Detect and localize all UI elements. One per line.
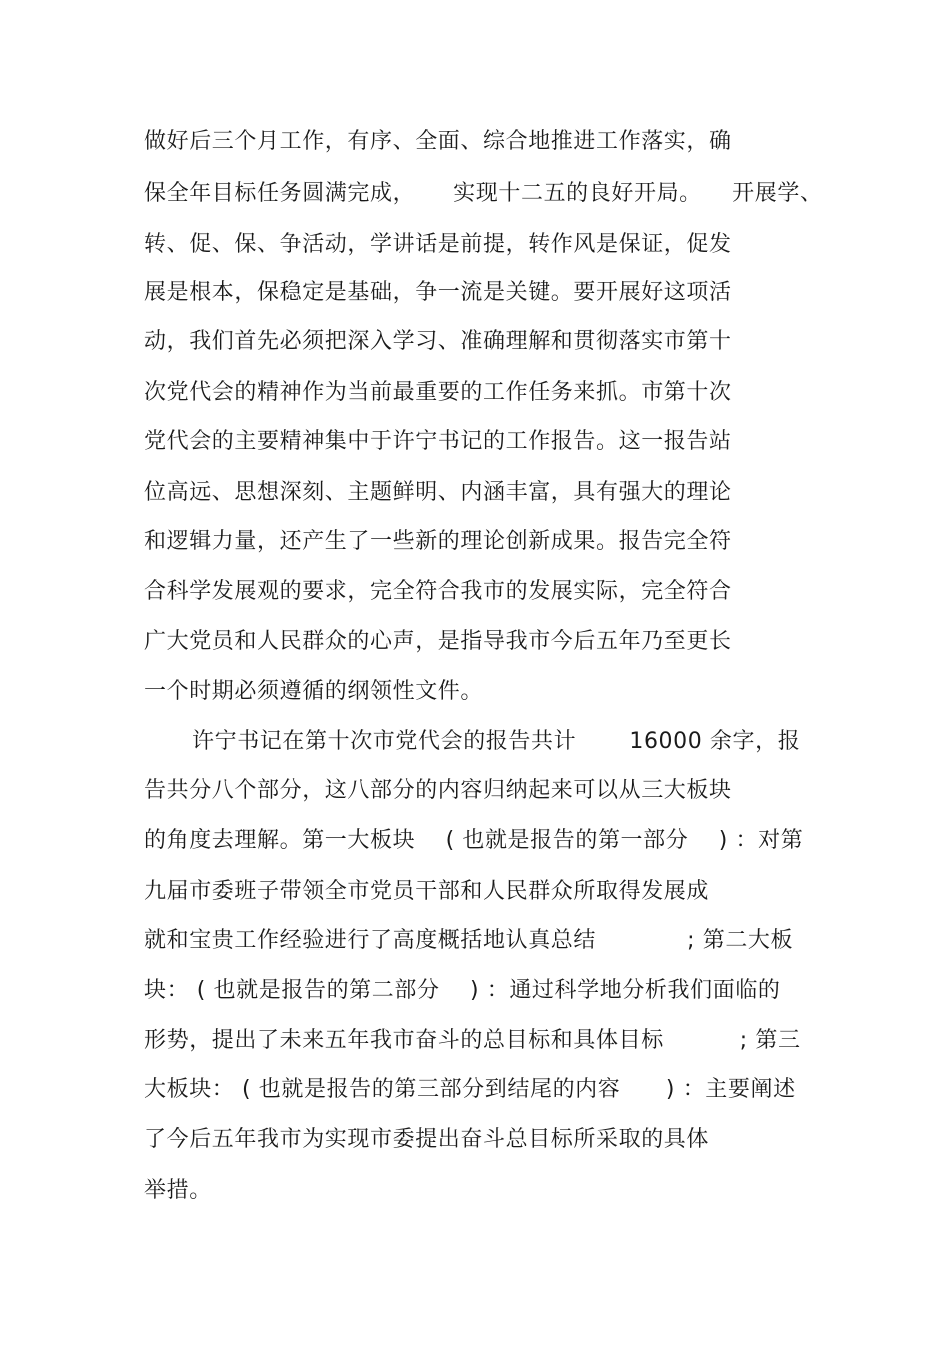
text-line: 和逻辑力量，还产生了一些新的理论创新成果。报告完全符 (144, 529, 732, 554)
text-line: 举措。 (144, 1178, 212, 1203)
text-line: 次党代会的精神作为当前最重要的工作任务来抓。市第十次 (144, 380, 732, 405)
text-line: 广大党员和人民群众的心声，是指导我市今后五年乃至更长 (144, 629, 732, 654)
text-line: 一个时期必须遵循的纲领性文件。 (144, 679, 484, 704)
text-line: 就和宝贵工作经验进行了高度概括地认真总结 ; 第二大板 (144, 928, 794, 953)
text-line: 合科学发展观的要求，完全符合我市的发展实际，完全符合 (144, 579, 732, 604)
text-line: 保全年目标任务圆满完成， 实现十二五的良好开局。 开展学、 (144, 181, 823, 206)
text-line: 党代会的主要精神集中于许宁书记的工作报告。这一报告站 (144, 429, 732, 454)
text-line: 做好后三个月工作，有序、全面、综合地推进工作落实，确 (144, 129, 732, 154)
text-line: 告共分八个部分，这八部分的内容归纳起来可以从三大板块 (144, 778, 732, 803)
text-line: 形势，提出了未来五年我市奋斗的总目标和具体目标 ; 第三 (144, 1028, 801, 1053)
text-line: 动，我们首先必须把深入学习、准确理解和贯彻落实市第十 (144, 329, 732, 354)
text-line: 转、促、保、争活动，学讲话是前提，转作风是保证，促发 (144, 232, 732, 257)
text-line: 块： ( 也就是报告的第二部分 ) ：通过科学地分析我们面临的 (144, 978, 781, 1003)
text-line: 展是根本，保稳定是基础，争一流是关键。要开展好这项活 (144, 280, 732, 305)
text-line: 的角度去理解。第一大板块 ( 也就是报告的第一部分 ) ：对第 (144, 828, 804, 853)
text-line: 大板块： ( 也就是报告的第三部分到结尾的内容 ) ：主要阐述 (144, 1077, 796, 1102)
text-line: 许宁书记在第十次市党代会的报告共计 16000 余字，报 (192, 729, 801, 754)
text-line: 了今后五年我市为实现市委提出奋斗总目标所采取的具体 (144, 1127, 710, 1152)
text-line: 九届市委班子带领全市党员干部和人民群众所取得发展成 (144, 879, 710, 904)
text-line: 位高远、思想深刻、主题鲜明、内涵丰富，具有强大的理论 (144, 480, 732, 505)
